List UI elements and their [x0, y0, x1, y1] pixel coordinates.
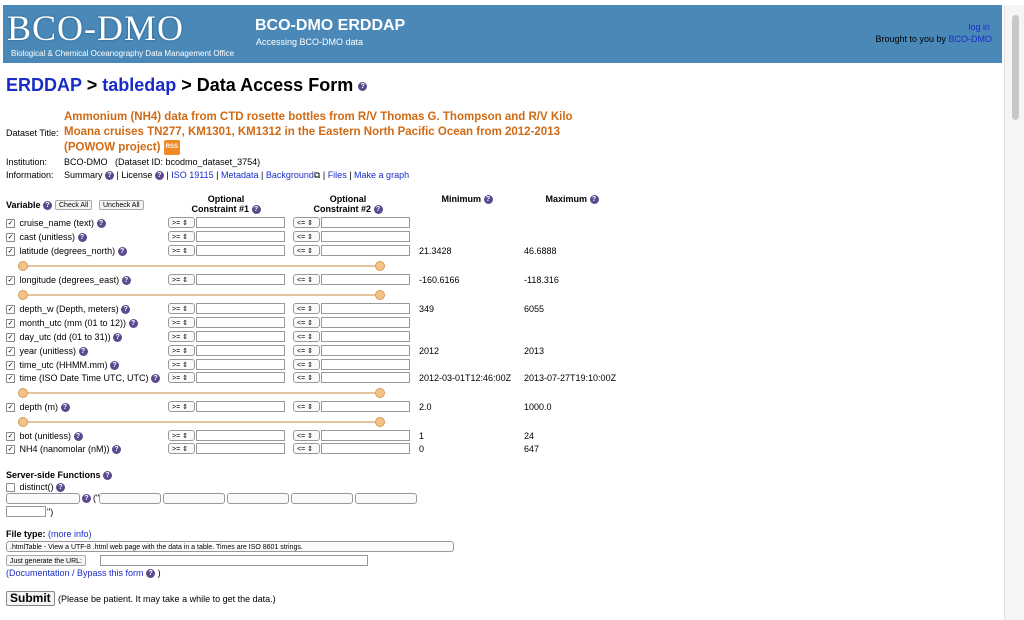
function-open-paren: (" [93, 493, 100, 503]
dataset-id: (Dataset ID: bcodmo_dataset_3754) [115, 157, 261, 167]
operator-label: <= [297, 362, 306, 369]
constraint2-operator[interactable]: <= ⇕ [293, 245, 320, 256]
slider-min-handle[interactable] [18, 290, 28, 300]
submit-note: (Please be patient. It may take a while to get the data.) [58, 594, 276, 604]
constraint2-value[interactable] [321, 231, 410, 242]
variable-row [6, 275, 131, 285]
constraint2-operator[interactable]: <= ⇕ [293, 303, 320, 314]
operator-label: >= [172, 277, 181, 284]
breadcrumb-sep: > [86, 75, 98, 95]
summary-label: Summary [64, 170, 103, 180]
variable-minimum: -160.6166 [419, 275, 460, 285]
variable-minimum: 2012-03-01T12:46:00Z [419, 373, 512, 383]
variable-row [6, 444, 121, 454]
operator-label: >= [172, 234, 181, 241]
documentation-link[interactable]: (Documentation / Bypass this form [6, 568, 144, 578]
operator-label: <= [297, 348, 306, 355]
constraint1-value[interactable] [196, 331, 285, 342]
variable-help-icon[interactable]: ? [97, 219, 106, 228]
maximum-label: Maximum [545, 194, 587, 204]
operator-label: <= [297, 433, 306, 440]
variable-minimum: 2.0 [419, 402, 432, 412]
variable-help-icon[interactable]: ? [78, 233, 87, 242]
constraint1-value[interactable] [196, 372, 285, 383]
operator-label: >= [172, 404, 181, 411]
operator-label: >= [172, 248, 181, 255]
function-help-icon[interactable]: ? [82, 494, 91, 503]
variable-row [6, 318, 138, 328]
constraint2-value[interactable] [321, 274, 410, 285]
constraint2-value[interactable] [321, 331, 410, 342]
documentation-row [6, 568, 161, 578]
variable-help-icon[interactable]: ? [112, 445, 121, 454]
variable-name: day_utc (dd (01 to 31)) [19, 332, 111, 342]
operator-label: >= [172, 375, 181, 382]
variable-name: time_utc (HHMM.mm) [19, 360, 108, 370]
documentation-close: ) [157, 568, 161, 578]
variable-maximum: 647 [524, 444, 540, 454]
operator-label: <= [297, 234, 306, 241]
minimum-label: Minimum [441, 194, 481, 204]
constraint1-operator[interactable]: >= ⇕ [168, 303, 195, 314]
constraint1-value[interactable] [196, 345, 285, 356]
dataset-title [64, 110, 584, 156]
constraint2-optional: Optional [329, 194, 367, 204]
constraint2-operator[interactable]: <= ⇕ [293, 372, 320, 383]
function-var-select-1[interactable] [99, 493, 161, 504]
constraint2-operator[interactable]: <= ⇕ [293, 401, 320, 412]
constraint1-operator[interactable]: >= ⇕ [168, 443, 195, 454]
operator-label: <= [297, 334, 306, 341]
operator-label: >= [172, 362, 181, 369]
tabledap-link[interactable]: tabledap [102, 75, 177, 95]
function-var-select-5[interactable] [355, 493, 417, 504]
variable-minimum: 2012 [419, 346, 440, 356]
functions-help-icon[interactable]: ? [103, 471, 112, 480]
constraint1-label: Constraint #1 [191, 204, 249, 214]
constraint1-operator[interactable]: >= ⇕ [168, 331, 195, 342]
variable-row [6, 304, 130, 314]
constraint1-value[interactable] [196, 303, 285, 314]
constraint2-value[interactable] [321, 372, 410, 383]
variable-help-icon[interactable]: ? [121, 305, 130, 314]
variable-maximum: 46.6888 [524, 246, 557, 256]
constraint2-value[interactable] [321, 245, 410, 256]
bco-dmo-logo[interactable] [7, 7, 247, 61]
constraint2-help-icon[interactable]: ? [374, 205, 383, 214]
variable-row [6, 360, 119, 370]
operator-label: <= [297, 220, 306, 227]
constraint2-label: Constraint #2 [313, 204, 371, 214]
variable-checkbox[interactable]: ✓ [7, 362, 14, 370]
variable-checkbox[interactable]: ✓ [7, 334, 14, 342]
constraint2-heading [308, 194, 388, 214]
brought-prefix: Brought to you by [875, 34, 946, 44]
variable-label: Variable [6, 200, 41, 210]
slider-max-handle[interactable] [375, 261, 385, 271]
constraint1-operator[interactable]: >= ⇕ [168, 245, 195, 256]
summary-help-icon[interactable]: ? [105, 171, 114, 180]
function-var-select-4[interactable] [291, 493, 353, 504]
variable-name: cruise_name (text) [19, 218, 95, 228]
bco-dmo-link[interactable]: BCO-DMO [948, 34, 992, 44]
constraint2-value[interactable] [321, 217, 410, 228]
variable-help-icon[interactable]: ? [113, 333, 122, 342]
constraint1-value[interactable] [196, 231, 285, 242]
function-var-select-2[interactable] [163, 493, 225, 504]
variable-row [6, 431, 83, 441]
constraint2-operator[interactable]: <= ⇕ [293, 217, 320, 228]
documentation-help-icon[interactable]: ? [146, 569, 155, 578]
constraint1-value[interactable] [196, 245, 285, 256]
variable-name: latitude (degrees_north) [19, 246, 116, 256]
constraint1-value[interactable] [196, 401, 285, 412]
variable-help-icon[interactable]: ? [110, 361, 119, 370]
page-name: Data Access Form [196, 75, 354, 95]
login-link[interactable]: log in [968, 22, 990, 32]
operator-label: >= [172, 433, 181, 440]
variable-help-icon[interactable]: ? [129, 319, 138, 328]
variable-checkbox[interactable]: ✓ [7, 220, 14, 228]
operator-label: >= [172, 446, 181, 453]
external-link-icon: ⧉ [313, 170, 321, 180]
variable-row [6, 232, 87, 242]
distinct-row [6, 482, 65, 492]
site-title: BCO-DMO ERDDAP [255, 17, 406, 34]
slider-min-handle[interactable] [18, 261, 28, 271]
variable-checkbox[interactable]: ✓ [7, 277, 14, 285]
constraint1-operator[interactable]: >= ⇕ [168, 231, 195, 242]
function-var-select-3[interactable] [227, 493, 289, 504]
operator-label: >= [172, 306, 181, 313]
variable-row [6, 218, 106, 228]
function-text-input[interactable] [6, 506, 46, 517]
slider-min-handle[interactable] [18, 417, 28, 427]
slider-min-handle[interactable] [18, 388, 28, 398]
variable-name: month_utc (mm (01 to 12)) [19, 318, 127, 328]
background-link[interactable]: Background [265, 170, 314, 180]
variable-name: NH4 (nanomolar (nM)) [19, 444, 110, 454]
operator-label: >= [172, 220, 181, 227]
range-slider[interactable] [10, 417, 385, 427]
institution-label: Institution: [6, 157, 48, 167]
institution-name: BCO-DMO [64, 157, 108, 167]
slider-track [18, 421, 377, 423]
slider-track [18, 265, 377, 267]
slider-track [18, 392, 377, 394]
maximum-heading [537, 194, 607, 204]
submit-button[interactable]: Submit [6, 591, 55, 606]
metadata-link[interactable]: Metadata [220, 170, 259, 180]
generated-url-field[interactable] [100, 555, 368, 566]
constraint2-operator[interactable]: <= ⇕ [293, 345, 320, 356]
constraint1-operator[interactable]: >= ⇕ [168, 401, 195, 412]
rss-icon[interactable]: RSS [164, 140, 180, 155]
iso-link[interactable]: ISO 19115 [171, 170, 214, 180]
make-graph-link[interactable]: Make a graph [354, 170, 410, 180]
function-select[interactable] [6, 493, 80, 504]
institution-value [64, 157, 260, 167]
variable-row [6, 402, 70, 412]
operator-label: <= [297, 320, 306, 327]
server-side-functions-label: Server-side Functions [6, 470, 101, 480]
function-close-paren: ") [47, 507, 54, 517]
files-link[interactable]: Files [327, 170, 347, 180]
slider-track [18, 294, 377, 296]
dataset-title-label: Dataset Title: [6, 128, 59, 138]
license-label: License [121, 170, 153, 180]
variable-checkbox[interactable]: ✓ [7, 404, 14, 412]
variable-maximum: 1000.0 [524, 402, 552, 412]
information-links: Summary ? | License ? | ISO 19115 | Metadata | Background⧉ | Files | Make a graph [64, 170, 410, 180]
distinct-checkbox[interactable] [6, 483, 15, 492]
operator-label: >= [172, 320, 181, 327]
constraint1-value[interactable] [196, 217, 285, 228]
variable-help-icon[interactable]: ? [122, 276, 131, 285]
file-type-selected: .htmlTable - View a UTF-8 .html web page with the data in a table. Times are ISO 8601 strings. [10, 544, 303, 551]
constraint2-value[interactable] [321, 430, 410, 441]
constraint1-help-icon[interactable]: ? [252, 205, 261, 214]
variable-help-icon[interactable]: ? [61, 403, 70, 412]
variable-checkbox[interactable]: ✓ [7, 320, 14, 328]
constraint1-operator[interactable]: >= ⇕ [168, 317, 195, 328]
range-slider[interactable] [10, 290, 385, 300]
site-subtitle: Accessing BCO-DMO data [256, 37, 364, 47]
constraint2-operator[interactable]: <= ⇕ [293, 359, 320, 370]
distinct-label: distinct() [19, 482, 54, 492]
brought-to-you [875, 34, 992, 44]
logo-subtitle: Biological & Chemical Oceanography Data Management Office [11, 49, 235, 58]
constraint2-operator[interactable]: <= ⇕ [293, 430, 320, 441]
variable-help-icon[interactable]: ? [151, 374, 160, 383]
constraint1-operator[interactable]: >= ⇕ [168, 430, 195, 441]
variable-name: cast (unitless) [19, 232, 76, 242]
variable-name: bot (unitless) [19, 431, 72, 441]
variable-checkbox[interactable]: ✓ [7, 375, 14, 383]
variable-maximum: 24 [524, 431, 535, 441]
operator-label: >= [172, 348, 181, 355]
server-side-functions-heading [6, 470, 112, 480]
page-title [6, 75, 367, 96]
constraint1-value[interactable] [196, 430, 285, 441]
operator-label: >= [172, 334, 181, 341]
scrollbar-thumb[interactable] [1012, 15, 1019, 120]
constraint1-operator[interactable]: >= ⇕ [168, 345, 195, 356]
dataset-title-text: Ammonium (NH4) data from CTD rosette bottles from R/V Thomas G. Thompson and R/V Kilo Moana cruises TN277, KM1301, KM1312 in the Eastern North Pacific Ocean from 2012-2013 (POWOW project) [64, 111, 573, 154]
constraint1-operator[interactable]: >= ⇕ [168, 217, 195, 228]
distinct-help-icon[interactable]: ? [56, 483, 65, 492]
operator-label: <= [297, 277, 306, 284]
slider-max-handle[interactable] [375, 290, 385, 300]
variable-name: depth_w (Depth, meters) [19, 304, 119, 314]
variable-minimum: 21.3428 [419, 246, 452, 256]
variable-checkbox[interactable]: ✓ [7, 348, 14, 356]
variable-name: depth (m) [19, 402, 59, 412]
minimum-help-icon[interactable]: ? [484, 195, 493, 204]
more-info-link[interactable]: (more info) [48, 529, 92, 539]
information-label: Information: [6, 170, 54, 180]
variable-maximum: 2013-07-27T19:10:00Z [524, 373, 617, 383]
constraint1-value[interactable] [196, 317, 285, 328]
constraint1-heading [186, 194, 266, 214]
variable-checkbox[interactable]: ✓ [7, 306, 14, 314]
operator-label: <= [297, 446, 306, 453]
variable-help-icon[interactable]: ? [43, 201, 52, 210]
header-banner [3, 5, 1002, 63]
slider-max-handle[interactable] [375, 388, 385, 398]
operator-label: <= [297, 306, 306, 313]
variable-maximum: 6055 [524, 304, 545, 314]
variable-help-icon[interactable]: ? [79, 347, 88, 356]
constraint2-value[interactable] [321, 359, 410, 370]
range-slider[interactable] [10, 388, 385, 398]
operator-label: <= [297, 375, 306, 382]
variable-checkbox[interactable]: ✓ [7, 248, 14, 256]
constraint1-value[interactable] [196, 274, 285, 285]
constraint1-value[interactable] [196, 443, 285, 454]
variable-row [6, 373, 160, 383]
variable-checkbox[interactable]: ✓ [7, 446, 14, 454]
file-type-label: File type: [6, 529, 46, 539]
constraint2-operator[interactable]: <= ⇕ [293, 274, 320, 285]
logo-text: BCO-DMO [7, 8, 185, 48]
constraint2-value[interactable] [321, 317, 410, 328]
constraint2-value[interactable] [321, 443, 410, 454]
constraint1-operator[interactable]: >= ⇕ [168, 359, 195, 370]
breadcrumb-sep: > [181, 75, 192, 95]
constraint1-optional: Optional [207, 194, 245, 204]
operator-label: <= [297, 248, 306, 255]
variable-row [6, 346, 88, 356]
constraint2-operator[interactable]: <= ⇕ [293, 317, 320, 328]
constraint1-operator[interactable]: >= ⇕ [168, 372, 195, 383]
constraint2-value[interactable] [321, 303, 410, 314]
check-all-button[interactable]: Check All [55, 200, 92, 210]
range-slider[interactable] [10, 261, 385, 271]
variable-minimum: 1 [419, 431, 425, 441]
constraint2-operator[interactable]: <= ⇕ [293, 443, 320, 454]
constraint1-operator[interactable]: >= ⇕ [168, 274, 195, 285]
operator-label: <= [297, 404, 306, 411]
uncheck-all-button[interactable]: Uncheck All [99, 200, 144, 210]
constraint2-operator[interactable]: <= ⇕ [293, 331, 320, 342]
variable-minimum: 0 [419, 444, 425, 454]
variable-row [6, 246, 127, 256]
variable-checkbox[interactable]: ✓ [7, 234, 14, 242]
license-help-icon[interactable]: ? [155, 171, 164, 180]
variable-row [6, 332, 122, 342]
slider-max-handle[interactable] [375, 417, 385, 427]
constraint2-value[interactable] [321, 345, 410, 356]
maximum-help-icon[interactable]: ? [590, 195, 599, 204]
variable-name: year (unitless) [19, 346, 77, 356]
constraint1-value[interactable] [196, 359, 285, 370]
variable-help-icon[interactable]: ? [118, 247, 127, 256]
file-type-select[interactable] [6, 541, 454, 552]
variable-checkbox[interactable]: ✓ [7, 433, 14, 441]
variable-name: longitude (degrees_east) [19, 275, 120, 285]
variable-name: time (ISO Date Time UTC, UTC) [19, 373, 149, 383]
variable-heading [6, 200, 52, 210]
erddap-link[interactable]: ERDDAP [6, 75, 82, 95]
variable-maximum: 2013 [524, 346, 545, 356]
variable-maximum: -118.316 [524, 275, 559, 285]
variable-help-icon[interactable]: ? [74, 432, 83, 441]
help-icon[interactable]: ? [358, 82, 367, 91]
variable-minimum: 349 [419, 304, 435, 314]
constraint2-operator[interactable]: <= ⇕ [293, 231, 320, 242]
constraint2-value[interactable] [321, 401, 410, 412]
generate-url-button[interactable]: Just generate the URL: [6, 555, 86, 566]
minimum-heading [432, 194, 502, 204]
file-type-row [6, 529, 92, 539]
